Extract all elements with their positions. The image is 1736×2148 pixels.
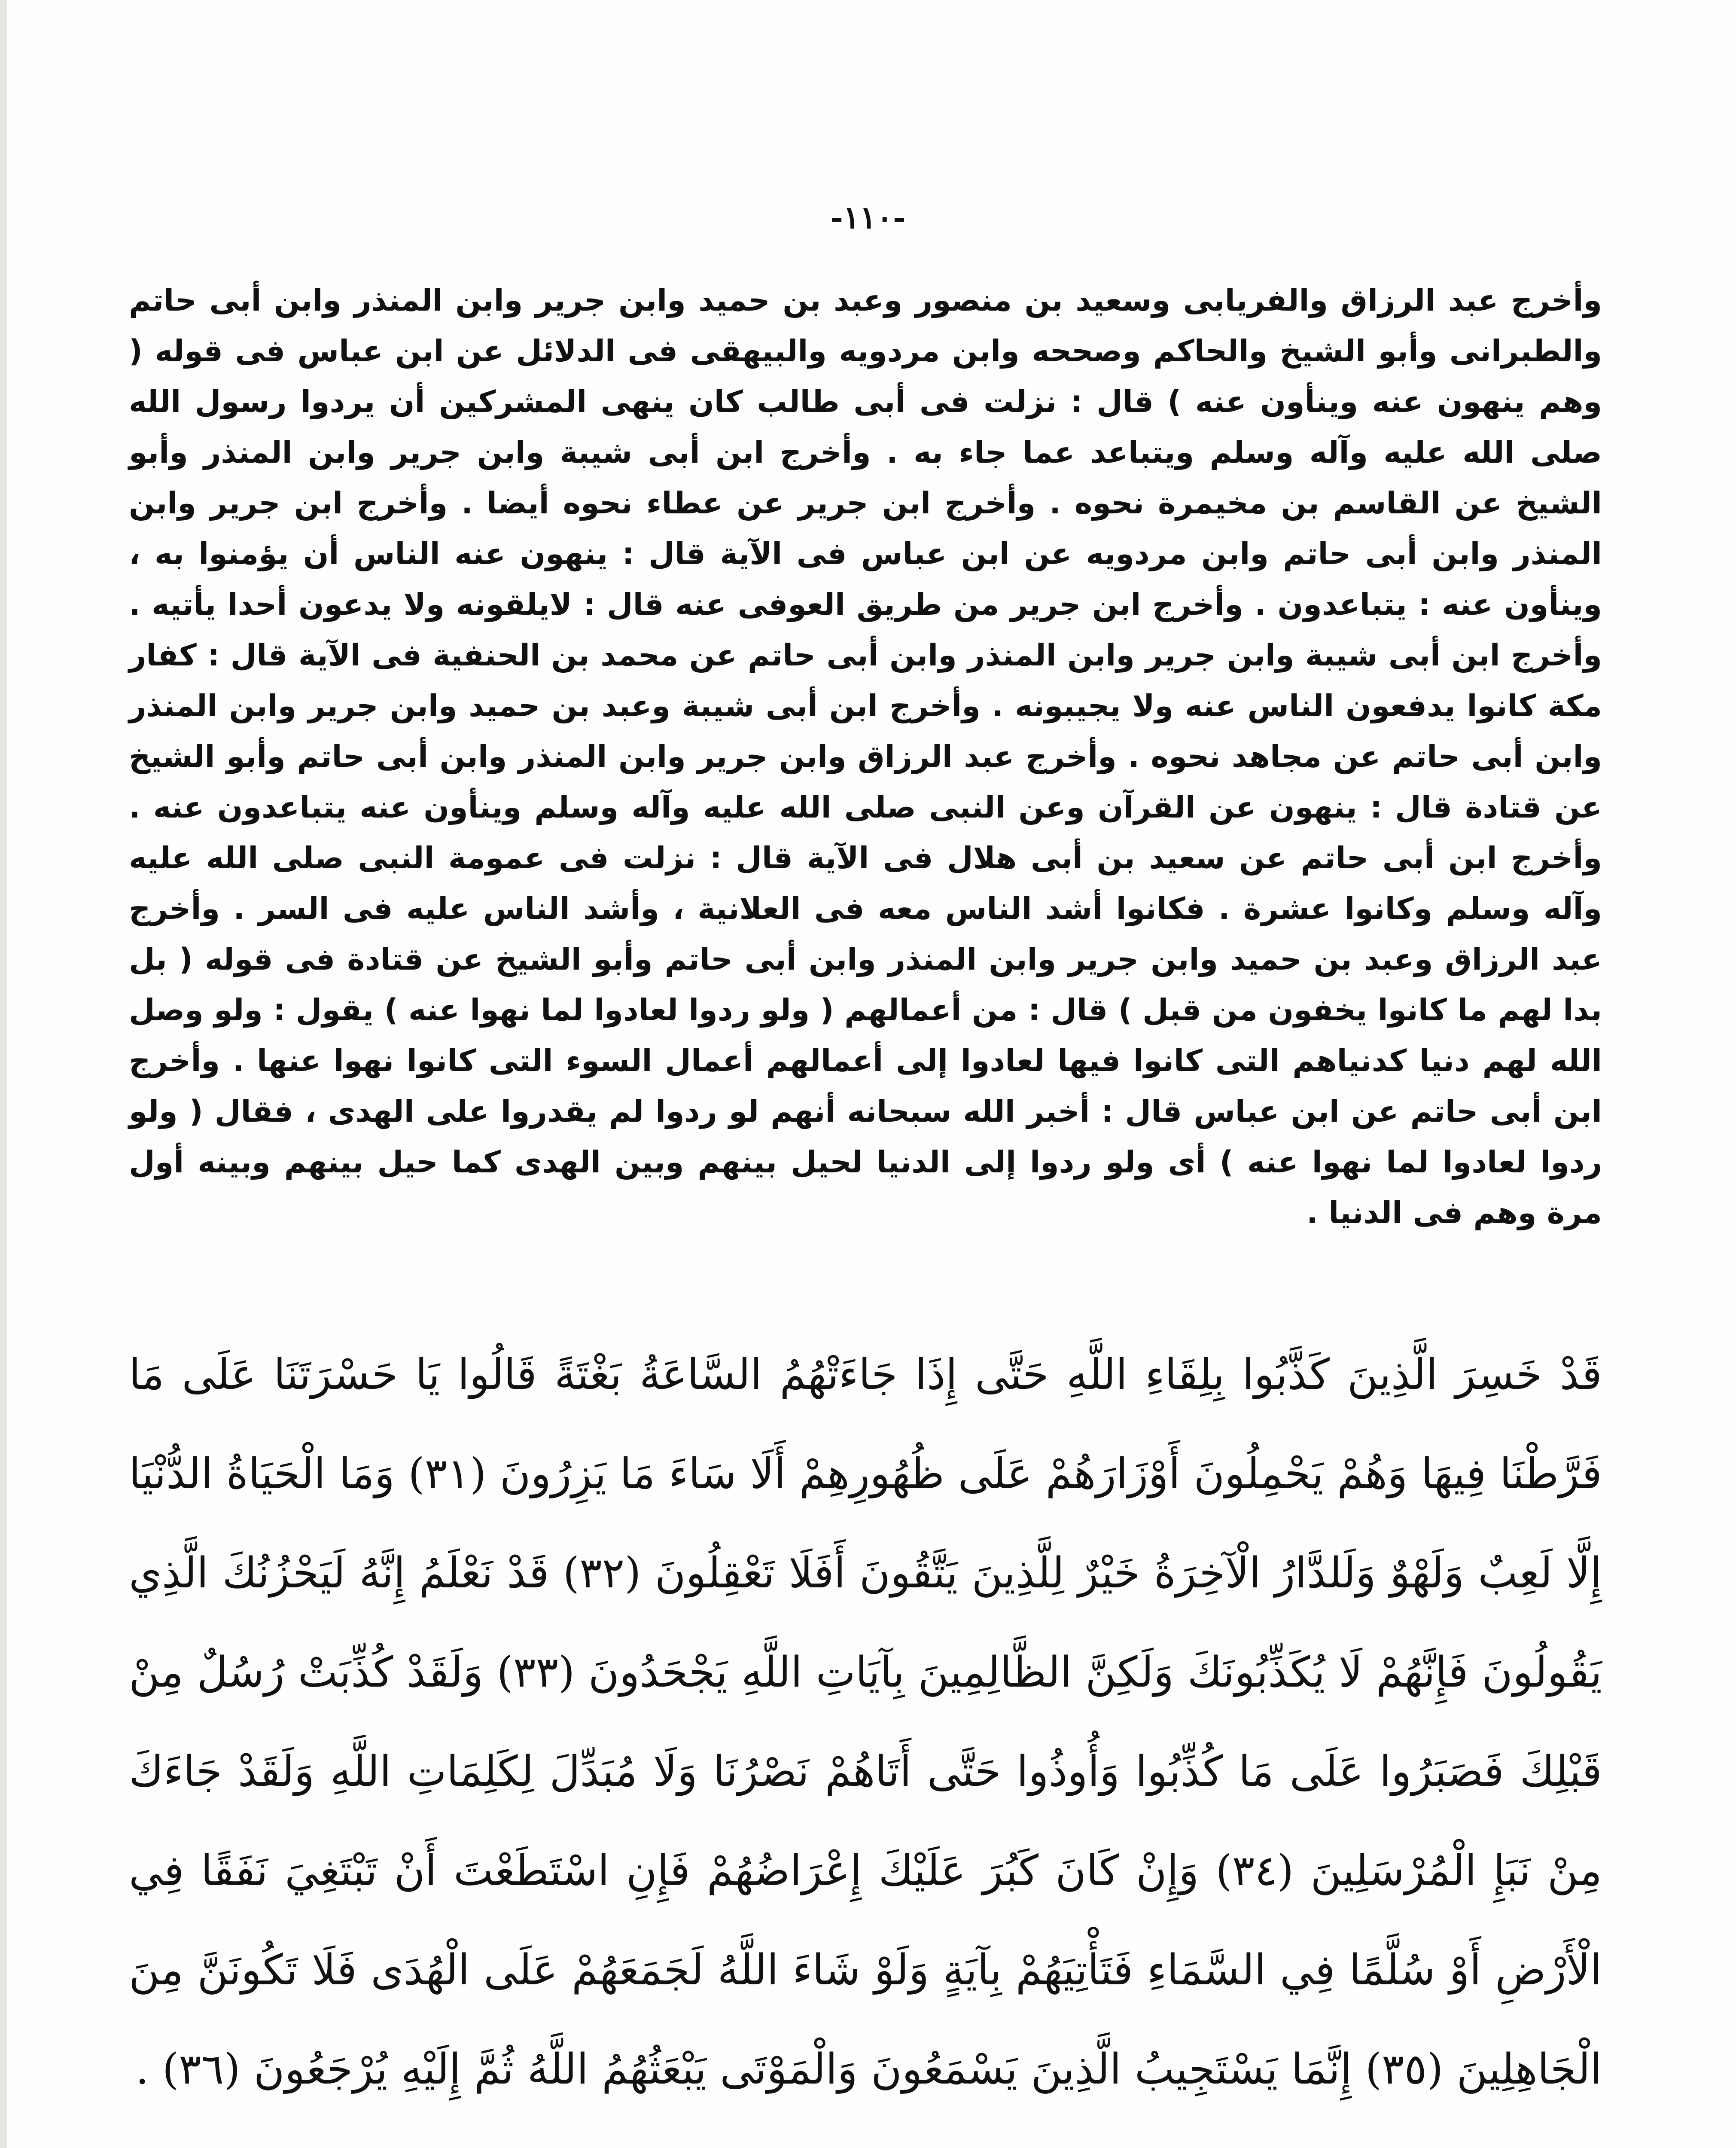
commentary-paragraph: وأخرج عبد الرزاق والفريابى وسعيد بن منصور وعبد بن حميد وابن جرير وابن المنذر وابن أبى حاتم والطبرانى وأبو الشيخ والحاكم وصححه وابن مردويه والبيهقى فى الدلائل عن ابن عباس فى قوله ( وهم ينهون عنه وينأون عنه ) قال : نزلت فى أبى طالب كان ينهى المشركين أن يردوا رسول الله صلى الله عليه وآله وسلم ويتباعد عما جاء به . وأخرج ابن أبى شيبة وابن جرير وابن المنذر وأبو الشيخ عن القاسم بن مخيمرة نحوه . وأخرج ابن جرير عن عطاء نحوه أيضا . وأخرج ابن جرير وابن المنذر وابن أبى حاتم وابن مردويه عن ابن عباس فى الآية قال : ينهون عنه الناس أن يؤمنوا به ، وينأون عنه : يتباعدون . وأخرج ابن جرير من طريق العوفى عنه قال : لايلقونه ولا يدعون أحدا يأتيه . وأخرج ابن أبى شيبة وابن جرير وابن المنذر وابن أبى حاتم عن محمد بن الحنفية فى الآية قال : كفار مكة كانوا يدفعون الناس عنه ولا يجيبونه . وأخرج ابن أبى شيبة وعبد بن حميد وابن جرير وابن المنذر وابن أبى حاتم عن مجاهد نحوه . وأخرج عبد الرزاق وابن جرير وابن المنذر وابن أبى حاتم وأبو الشيخ عن قتادة قال : ينهون عن القرآن وعن النبى صلى الله عليه وآله وسلم وينأون عنه يتباعدون عنه . وأخرج ابن أبى حاتم عن سعيد بن أبى هلال فى الآية قال : نزلت فى عمومة النبى صلى الله عليه وآله وسلم وكانوا عشرة . فكانوا أشد الناس معه فى العلانية ، وأشد الناس عليه فى السر . وأخرج عبد الرزاق وعبد بن حميد وابن جرير وابن المنذر وابن أبى حاتم وأبو الشيخ عن قتادة فى قوله ( بل بدا لهم ما كانوا يخفون من قبل ) قال : من أعمالهم ( ولو ردوا لعادوا لما نهوا عنه ) يقول : ولو وصل الله لهم دنيا كدنياهم التى كانوا فيها لعادوا إلى أعمالهم أعمال السوء التى كانوا نهوا عنها . وأخرج ابن أبى حاتم عن ابن عباس قال : أخبر الله سبحانه أنهم لو ردوا لم يقدروا على الهدى ، فقال ( ولو ردوا لعادوا لما نهوا عنه ) أى ولو ردوا إلى الدنيا لحيل بينهم وبين الهدى كما حيل بينهم وبينه أول مرة وهم فى الدنيا . [129, 283, 1602, 1230]
page-number: -١١٠- [830, 199, 906, 235]
page-binding-edge [0, 0, 7, 2148]
quran-verses-block: قَدْ خَسِرَ الَّذِينَ كَذَّبُوا بِلِقَاءِ اللَّهِ حَتَّى إِذَا جَاءَتْهُمُ السَّاعَةُ بَغْتَةً قَالُوا يَا حَسْرَتَنَا عَلَى مَا فَرَّطْنَا فِيهَا وَهُمْ يَحْمِلُونَ أَوْزَارَهُمْ عَلَى ظُهُورِهِمْ أَلَا سَاءَ مَا يَزِرُونَ (٣١) وَمَا الْحَيَاةُ الدُّنْيَا إِلَّا لَعِبٌ وَلَهْوٌ وَلَلدَّارُ الْآخِرَةُ خَيْرٌ لِلَّذِينَ يَتَّقُونَ أَفَلَا تَعْقِلُونَ (٣٢) قَدْ نَعْلَمُ إِنَّهُ لَيَحْزُنُكَ الَّذِي يَقُولُونَ فَإِنَّهُمْ لَا يُكَذِّبُونَكَ وَلَكِنَّ الظَّالِمِينَ بِآيَاتِ اللَّهِ يَجْحَدُونَ (٣٣) وَلَقَدْ كُذِّبَتْ رُسُلٌ مِنْ قَبْلِكَ فَصَبَرُوا عَلَى مَا كُذِّبُوا وَأُوذُوا حَتَّى أَتَاهُمْ نَصْرُنَا وَلَا مُبَدِّلَ لِكَلِمَاتِ اللَّهِ وَلَقَدْ جَاءَكَ مِنْ نَبَإِ الْمُرْسَلِينَ (٣٤) وَإِنْ كَانَ كَبُرَ عَلَيْكَ إِعْرَاضُهُمْ فَإِنِ اسْتَطَعْتَ أَنْ تَبْتَغِيَ نَفَقًا فِي الْأَرْضِ أَوْ سُلَّمًا فِي السَّمَاءِ فَتَأْتِيَهُمْ بِآيَةٍ وَلَوْ شَاءَ اللَّهُ لَجَمَعَهُمْ عَلَى الْهُدَى فَلَا تَكُونَنَّ مِنَ الْجَاهِلِينَ (٣٥) إِنَّمَا يَسْتَجِيبُ الَّذِينَ يَسْمَعُونَ وَالْمَوْتَى يَبْعَثُهُمُ اللَّهُ ثُمَّ إِلَيْهِ يُرْجَعُونَ (٣٦) . [129, 1350, 1602, 2094]
